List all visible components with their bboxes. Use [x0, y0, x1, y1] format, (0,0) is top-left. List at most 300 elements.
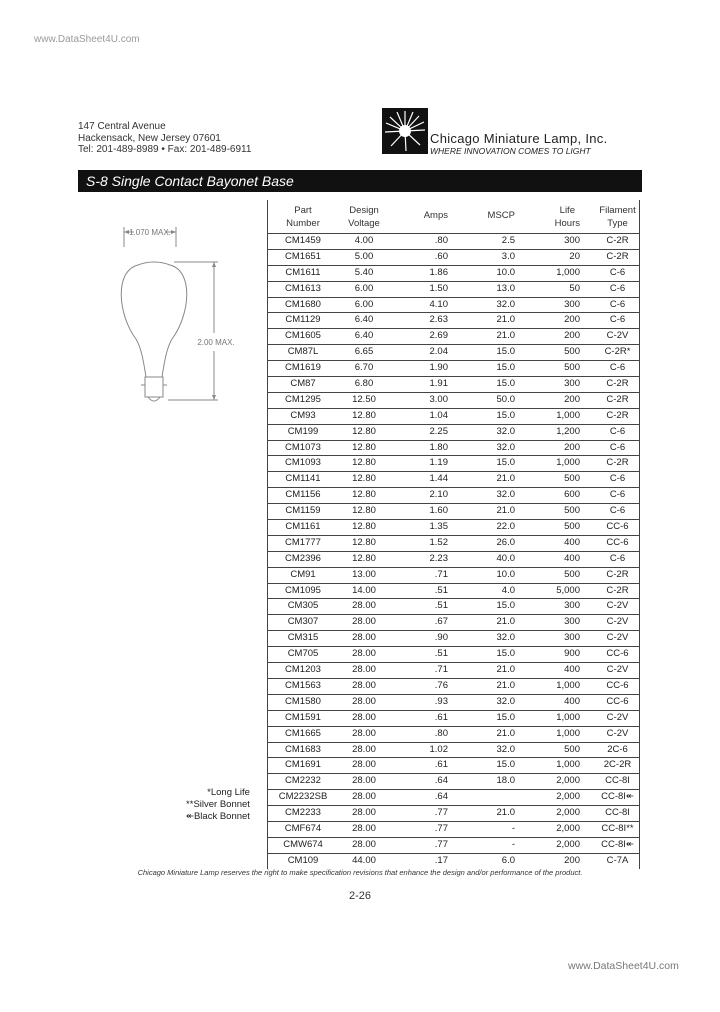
- cell-amps: 1.04: [429, 409, 448, 421]
- cell-part-number: CM1161: [285, 521, 321, 533]
- cell-mscp: 21.0: [496, 314, 515, 326]
- cell-life-hours: 200: [564, 441, 580, 453]
- header-mscp: MSCP: [487, 210, 515, 221]
- cell-life-hours: 2,000: [556, 807, 580, 819]
- cell-life-hours: 1,000: [556, 679, 580, 691]
- table-row: [268, 329, 639, 345]
- table-row: [268, 409, 639, 425]
- table-body: [268, 234, 639, 869]
- cell-part-number: CM109: [287, 854, 319, 866]
- cell-life-hours: 200: [564, 330, 580, 342]
- table-row: [268, 488, 639, 504]
- cell-part-number: CM307: [287, 616, 319, 628]
- cell-life-hours: 500: [564, 521, 580, 533]
- table-row: [268, 584, 639, 600]
- cell-filament-type: CC-8I↞: [601, 838, 634, 850]
- cell-filament-type: CC-6: [606, 521, 629, 533]
- cell-filament-type: C-6: [609, 425, 626, 437]
- cell-life-hours: 1,000: [556, 457, 580, 469]
- table-row: [268, 679, 639, 695]
- cell-amps: 1.50: [429, 282, 448, 294]
- cell-life-hours: 200: [564, 854, 580, 866]
- cell-design-voltage: 6.65: [354, 346, 374, 358]
- cell-design-voltage: 13.00: [352, 568, 376, 580]
- cell-amps: 2.69: [429, 330, 448, 342]
- cell-design-voltage: 28.00: [352, 838, 376, 850]
- cell-amps: .64: [434, 775, 448, 787]
- header-amps: Amps: [423, 210, 448, 221]
- cell-design-voltage: 12.80: [352, 425, 376, 437]
- cell-life-hours: 2,000: [556, 838, 580, 850]
- cell-amps: .51: [434, 600, 448, 612]
- cell-life-hours: 1,200: [556, 425, 580, 437]
- table-row: [268, 361, 639, 377]
- cell-design-voltage: 28.00: [352, 632, 376, 644]
- cell-part-number: CM1141: [285, 473, 321, 485]
- cell-mscp: 22.0: [496, 521, 515, 533]
- cell-part-number: CM1591: [285, 711, 321, 723]
- cell-life-hours: 600: [564, 489, 580, 501]
- cell-design-voltage: 6.00: [354, 298, 374, 310]
- cell-design-voltage: 28.00: [352, 743, 376, 755]
- cell-amps: .71: [434, 568, 448, 580]
- cell-mscp: 50.0: [496, 393, 515, 405]
- cell-amps: .93: [434, 695, 448, 707]
- cell-part-number: CM87: [290, 378, 316, 390]
- cell-amps: .61: [434, 759, 448, 771]
- cell-life-hours: 1,000: [556, 727, 580, 739]
- width-dimension-label: 1.070 MAX.: [129, 228, 171, 237]
- cell-part-number: CM2233: [285, 807, 321, 819]
- cell-mscp: 21.0: [496, 616, 515, 628]
- cell-amps: 2.63: [429, 314, 448, 326]
- cell-mscp: 32.0: [496, 489, 515, 501]
- cell-life-hours: 500: [564, 505, 580, 517]
- cell-life-hours: 500: [564, 743, 580, 755]
- cell-part-number: CM315: [287, 632, 319, 644]
- cell-part-number: CMF674: [284, 822, 322, 834]
- cell-mscp: 15.0: [496, 409, 515, 421]
- address-city: Hackensack, New Jersey 07601: [78, 132, 221, 144]
- cell-design-voltage: 12.80: [352, 505, 376, 517]
- cell-amps: 2.04: [429, 346, 448, 358]
- cell-part-number: CM1580: [285, 695, 321, 707]
- cell-amps: .90: [434, 632, 448, 644]
- cell-amps: 1.44: [429, 473, 448, 485]
- cell-mscp: [451, 790, 517, 805]
- cell-life-hours: 1,000: [556, 711, 580, 723]
- cell-life-hours: 500: [564, 568, 580, 580]
- cell-filament-type: C-2V: [606, 727, 629, 739]
- cell-mscp: 15.0: [496, 600, 515, 612]
- cell-filament-type: C-2R: [606, 584, 629, 596]
- cell-filament-type: C-6: [609, 552, 626, 564]
- cell-mscp: 32.0: [496, 425, 515, 437]
- cell-filament-type: CC-6: [606, 679, 629, 691]
- cell-life-hours: 1,000: [556, 266, 580, 278]
- table-row: [268, 790, 639, 806]
- table-row: [268, 250, 639, 266]
- cell-amps: 1.19: [429, 457, 448, 469]
- table-row: [268, 313, 639, 329]
- cell-design-voltage: 5.40: [354, 266, 374, 278]
- cell-mscp: 21.0: [496, 473, 515, 485]
- company-name: Chicago Miniature Lamp, Inc.: [430, 131, 608, 146]
- cell-part-number: CM1691: [285, 759, 321, 771]
- cell-design-voltage: 28.00: [352, 807, 376, 819]
- cell-amps: 1.02: [429, 743, 448, 755]
- cell-mscp: 18.0: [496, 775, 515, 787]
- cell-part-number: CM1619: [285, 362, 321, 374]
- cell-design-voltage: 28.00: [352, 679, 376, 691]
- table-row: [268, 472, 639, 488]
- cell-life-hours: 300: [564, 235, 580, 246]
- table-row: [268, 552, 639, 568]
- cell-part-number: CM1605: [285, 330, 321, 342]
- cell-filament-type: C-2R: [606, 378, 629, 390]
- cell-design-voltage: 28.00: [352, 695, 376, 707]
- cell-life-hours: 50: [569, 282, 580, 294]
- cell-part-number: CM1459: [285, 235, 321, 246]
- cell-life-hours: 500: [564, 473, 580, 485]
- cell-mscp: 32.0: [496, 743, 515, 755]
- cell-part-number: CM1093: [285, 457, 321, 469]
- cell-design-voltage: 12.80: [352, 521, 376, 533]
- cell-design-voltage: 14.00: [352, 584, 376, 596]
- cell-amps: 4.10: [429, 298, 448, 310]
- cell-part-number: CM91: [290, 568, 316, 580]
- cell-mscp: 32.0: [496, 441, 515, 453]
- table-row: [268, 520, 639, 536]
- cell-mscp: -: [511, 822, 515, 834]
- cell-mscp: 10.0: [496, 568, 515, 580]
- page-number: 2-26: [348, 890, 372, 902]
- cell-design-voltage: 28.00: [352, 711, 376, 723]
- cell-mscp: 15.0: [496, 648, 515, 660]
- cell-filament-type: C-6: [609, 314, 626, 326]
- disclaimer-notice: Chicago Miniature Lamp reserves the right to make specification revisions that enhance the design and/or performance of the product.: [137, 868, 583, 877]
- cell-amps: .77: [434, 822, 448, 834]
- cell-mscp: 21.0: [496, 664, 515, 676]
- table-row: [268, 631, 639, 647]
- cell-filament-type: C-6: [609, 489, 626, 501]
- table-row: [268, 743, 639, 759]
- cell-mscp: 26.0: [496, 536, 515, 548]
- header-design-voltage: Design Voltage: [348, 205, 380, 229]
- cell-amps: 2.25: [429, 425, 448, 437]
- cell-life-hours: 300: [564, 632, 580, 644]
- cell-life-hours: 200: [564, 393, 580, 405]
- cell-part-number: CM1203: [285, 664, 321, 676]
- cell-design-voltage: 28.00: [352, 775, 376, 787]
- table-row: [268, 266, 639, 282]
- cell-life-hours: 400: [564, 536, 580, 548]
- table-header: [268, 200, 639, 234]
- cell-part-number: CM1611: [285, 266, 321, 278]
- company-address: [78, 121, 251, 156]
- arrow-up-icon: [212, 262, 216, 267]
- header-filament-type: Filament Type: [599, 205, 636, 229]
- cell-design-voltage: 6.40: [354, 314, 374, 326]
- cell-part-number: CM1095: [285, 584, 321, 596]
- watermark-bottom[interactable]: www.DataSheet4U.com: [568, 960, 679, 972]
- cell-life-hours: 500: [564, 362, 580, 374]
- cell-filament-type: C-2R: [606, 235, 629, 246]
- table-row: [268, 822, 639, 838]
- cell-part-number: CM1665: [285, 727, 321, 739]
- cell-amps: .64: [434, 791, 448, 803]
- cell-design-voltage: 12.80: [352, 489, 376, 501]
- cell-design-voltage: 12.80: [352, 536, 376, 548]
- table-row: [268, 345, 639, 361]
- table-row: [268, 234, 639, 250]
- cell-amps: .77: [434, 838, 448, 850]
- cell-part-number: CM1683: [285, 743, 321, 755]
- cell-life-hours: 500: [564, 346, 580, 358]
- cell-filament-type: C-2V: [606, 632, 629, 644]
- cell-amps: .80: [434, 235, 448, 246]
- cell-filament-type: C-2R: [606, 393, 629, 405]
- cell-mscp: 40.0: [496, 552, 515, 564]
- cell-filament-type: C-7A: [606, 854, 629, 866]
- cell-design-voltage: 6.00: [354, 282, 374, 294]
- company-tagline: WHERE INNOVATION COMES TO LIGHT: [430, 146, 591, 156]
- cell-part-number: CM2396: [285, 552, 321, 564]
- cell-amps: .17: [434, 854, 448, 866]
- cell-life-hours: 2,000: [556, 775, 580, 787]
- cell-mscp: 15.0: [496, 457, 515, 469]
- cell-part-number: CM1156: [285, 489, 321, 501]
- cell-design-voltage: 28.00: [352, 759, 376, 771]
- cell-amps: 3.00: [429, 393, 448, 405]
- cell-part-number: CM305: [287, 600, 319, 612]
- cell-filament-type: 2C-2R: [603, 759, 632, 771]
- cell-mscp: 10.0: [496, 266, 515, 278]
- table-row: [268, 758, 639, 774]
- table-row: [268, 711, 639, 727]
- cell-life-hours: 5,000: [556, 584, 580, 596]
- lamp-dimension-diagram: [90, 215, 250, 415]
- cell-filament-type: C-2V: [606, 600, 629, 612]
- table-row: [268, 727, 639, 743]
- cell-filament-type: CC-8I↞: [601, 791, 634, 803]
- cell-life-hours: 1,000: [556, 409, 580, 421]
- table-row: [268, 806, 639, 822]
- cell-life-hours: 300: [564, 298, 580, 310]
- cell-design-voltage: 28.00: [352, 727, 376, 739]
- cell-amps: 1.35: [429, 521, 448, 533]
- cell-life-hours: 200: [564, 314, 580, 326]
- cell-part-number: CMW674: [283, 838, 323, 850]
- cell-amps: 2.10: [429, 489, 448, 501]
- cell-filament-type: CC-8I**: [601, 822, 634, 834]
- table-row: [268, 377, 639, 393]
- cell-part-number: CM199: [287, 425, 319, 437]
- cell-life-hours: 300: [564, 378, 580, 390]
- cell-filament-type: CC-8I: [605, 807, 630, 819]
- banner-title: S-8 Single Contact Bayonet Base: [86, 173, 294, 189]
- address-street: 147 Central Avenue: [78, 121, 166, 132]
- cell-amps: 1.52: [429, 536, 448, 548]
- table-row: [268, 282, 639, 298]
- cell-design-voltage: 28.00: [352, 616, 376, 628]
- cell-filament-type: C-6: [609, 505, 626, 517]
- cell-design-voltage: 28.00: [352, 664, 376, 676]
- cell-amps: 1.90: [429, 362, 448, 374]
- cell-life-hours: 400: [564, 552, 580, 564]
- cell-filament-type: CC-6: [606, 648, 629, 660]
- cell-filament-type: C-2R: [606, 457, 629, 469]
- legend-black-bonnet: ↞Black Bonnet: [186, 811, 250, 823]
- cell-design-voltage: 12.80: [352, 441, 376, 453]
- cell-mscp: 15.0: [496, 759, 515, 771]
- legend-silver-bonnet: **Silver Bonnet: [186, 799, 250, 811]
- cell-amps: .61: [434, 711, 448, 723]
- cell-design-voltage: 12.50: [352, 393, 376, 405]
- cell-filament-type: CC-8I: [605, 775, 630, 787]
- address-phone: Tel: 201-489-8989 • Fax: 201-489-6911: [78, 144, 252, 155]
- cell-design-voltage: 6.40: [354, 330, 374, 342]
- cell-mscp: 21.0: [496, 679, 515, 691]
- cell-filament-type: C-2V: [606, 330, 629, 342]
- cell-life-hours: 20: [569, 250, 580, 262]
- cell-design-voltage: 12.80: [352, 473, 376, 485]
- table-row: [268, 615, 639, 631]
- cell-filament-type: CC-6: [606, 695, 629, 707]
- cell-mscp: 21.0: [496, 330, 515, 342]
- cell-filament-type: C-2R: [606, 568, 629, 580]
- cell-part-number: CM1563: [285, 679, 321, 691]
- cell-part-number: CM2232SB: [278, 791, 328, 803]
- cell-mscp: 13.0: [496, 282, 515, 294]
- cell-part-number: CM1613: [285, 282, 321, 294]
- cell-filament-type: C-2V: [606, 616, 629, 628]
- table-row: [268, 854, 639, 869]
- cell-filament-type: C-6: [609, 282, 626, 294]
- cell-design-voltage: 28.00: [352, 600, 376, 612]
- table-row: [268, 456, 639, 472]
- cell-amps: 1.86: [429, 266, 448, 278]
- arrow-right-icon: [171, 230, 176, 234]
- cell-part-number: CM1159: [285, 505, 321, 517]
- legend-long-life: *Long Life: [207, 787, 250, 798]
- cell-part-number: CM93: [290, 409, 316, 421]
- cell-part-number: CM705: [287, 648, 319, 660]
- cell-mscp: 3.0: [501, 250, 515, 262]
- cell-amps: .60: [434, 250, 448, 262]
- table-row: [268, 441, 639, 457]
- cell-design-voltage: 6.70: [354, 362, 374, 374]
- table-row: [268, 663, 639, 679]
- cell-mscp: 21.0: [496, 505, 515, 517]
- cell-part-number: CM2232: [285, 775, 321, 787]
- cell-design-voltage: 6.80: [354, 378, 374, 390]
- cell-amps: 1.80: [429, 441, 448, 453]
- cell-mscp: 2.5: [501, 235, 515, 246]
- cell-filament-type: C-6: [609, 362, 626, 374]
- cell-filament-type: C-2R: [606, 409, 629, 421]
- cell-life-hours: 1,000: [556, 759, 580, 771]
- cell-amps: .51: [434, 648, 448, 660]
- table-row: [268, 536, 639, 552]
- cell-part-number: CM1777: [285, 536, 321, 548]
- cell-mscp: 15.0: [496, 378, 515, 390]
- cell-life-hours: 400: [564, 695, 580, 707]
- cell-amps: 1.91: [429, 378, 448, 390]
- table-row: [268, 298, 639, 314]
- legend: [186, 787, 250, 824]
- cell-mscp: 15.0: [496, 362, 515, 374]
- cell-life-hours: 2,000: [556, 791, 580, 803]
- table-row: [268, 393, 639, 409]
- cell-filament-type: C-2R: [606, 250, 629, 262]
- table-row: [268, 838, 639, 854]
- table-row: [268, 695, 639, 711]
- cell-part-number: CM1651: [285, 250, 321, 262]
- cell-mscp: 21.0: [496, 807, 515, 819]
- cell-filament-type: CC-6: [606, 536, 629, 548]
- cell-part-number: CM1680: [285, 298, 321, 310]
- cell-part-number: CM1295: [285, 393, 321, 405]
- height-dimension-label: 2.00 MAX.: [197, 338, 235, 347]
- cell-design-voltage: 4.00: [354, 235, 374, 246]
- cell-amps: .71: [434, 664, 448, 676]
- cell-life-hours: 2,000: [556, 822, 580, 834]
- cell-part-number: CM1073: [285, 441, 321, 453]
- cell-life-hours: 300: [564, 616, 580, 628]
- cell-part-number: CM1129: [285, 314, 321, 326]
- cell-design-voltage: 12.80: [352, 552, 376, 564]
- arrow-down-icon: [212, 395, 216, 400]
- table-row: [268, 774, 639, 790]
- cell-filament-type: C-6: [609, 298, 626, 310]
- cell-amps: 2.23: [429, 552, 448, 564]
- header-part-number: Part Number: [286, 205, 320, 229]
- table-row: [268, 599, 639, 615]
- cell-design-voltage: 28.00: [352, 791, 376, 803]
- cell-design-voltage: 28.00: [352, 822, 376, 834]
- cell-mscp: 21.0: [496, 727, 515, 739]
- cell-mscp: 32.0: [496, 632, 515, 644]
- cell-design-voltage: 12.80: [352, 457, 376, 469]
- cell-life-hours: 900: [564, 648, 580, 660]
- cell-mscp: -: [511, 838, 515, 850]
- cell-filament-type: C-6: [609, 266, 626, 278]
- cell-filament-type: C-2V: [606, 711, 629, 723]
- table-row: [268, 425, 639, 441]
- header-life-hours: Life Hours: [554, 205, 580, 229]
- cell-life-hours: 400: [564, 664, 580, 676]
- cell-filament-type: C-6: [609, 473, 626, 485]
- watermark-top[interactable]: www.DataSheet4U.com: [34, 34, 140, 45]
- cell-amps: .67: [434, 616, 448, 628]
- cell-amps: .51: [434, 584, 448, 596]
- spec-table: [267, 200, 640, 869]
- table-row: [268, 647, 639, 663]
- cell-filament-type: 2C-6: [607, 743, 628, 755]
- cell-design-voltage: 28.00: [352, 648, 376, 660]
- table-row: [268, 568, 639, 584]
- cell-part-number: CM87L: [287, 346, 319, 358]
- cell-design-voltage: 44.00: [352, 854, 376, 866]
- cell-design-voltage: 12.80: [352, 409, 376, 421]
- cell-mscp: 32.0: [496, 298, 515, 310]
- cell-filament-type: C-2V: [606, 664, 629, 676]
- cell-amps: 1.60: [429, 505, 448, 517]
- cell-design-voltage: 5.00: [354, 250, 374, 262]
- cell-mscp: 15.0: [496, 346, 515, 358]
- cell-filament-type: C-2R*: [604, 346, 631, 358]
